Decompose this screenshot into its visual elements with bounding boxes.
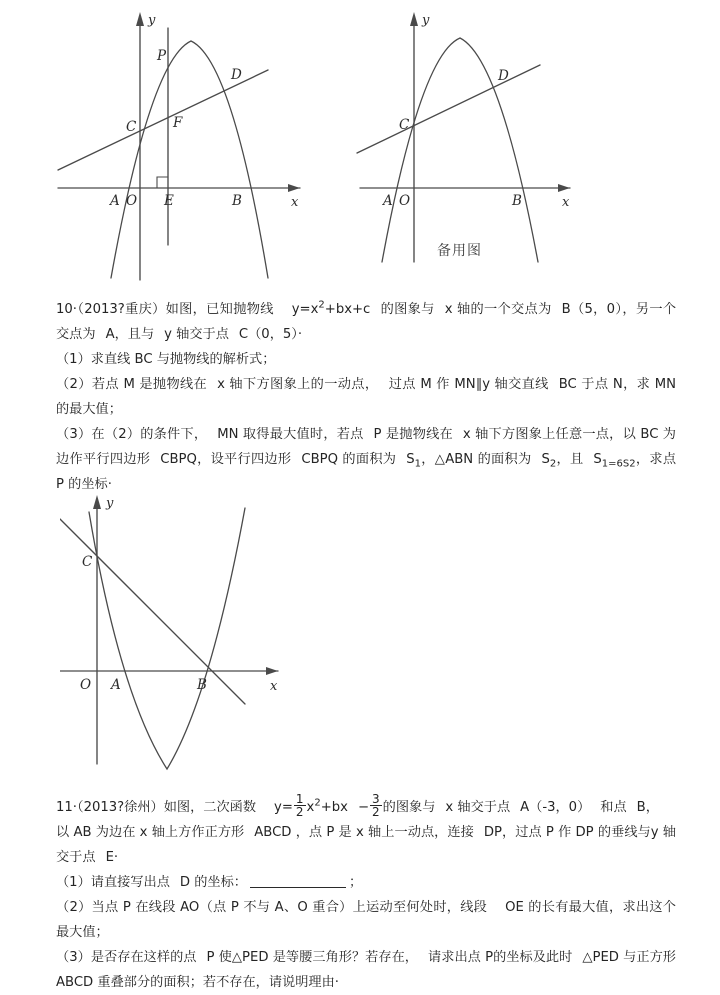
fraction-denominator: 2 <box>372 805 380 820</box>
fig1-label-F: F <box>173 115 183 131</box>
fig2-label-x: x <box>562 195 570 210</box>
problem-10-area-s2-subscript: 2 <box>549 458 557 470</box>
problem-11-statement <box>56 793 676 820</box>
fig1-parabola <box>111 41 268 278</box>
problem-11-formula-exponent: 2 <box>314 797 321 809</box>
fig3-y-axis <box>93 495 101 764</box>
problem-11-point-e: E· <box>105 849 119 865</box>
problem-10-q3-f: CBPQ 的面积为 <box>301 452 397 467</box>
fig2-label-A: A <box>383 193 393 209</box>
problem-11-formula-x: x <box>306 799 315 815</box>
problem-11-line2-d: y 轴交于点 <box>56 824 676 865</box>
problem-10-formula-y: y=x <box>291 302 319 317</box>
problem-11-formula-y: y= <box>274 799 293 815</box>
fig2-label-y: y <box>422 13 430 28</box>
fig2-y-axis <box>410 12 418 262</box>
fig1-label-y: y <box>148 13 156 28</box>
problem-10-lead-3: x 轴的一个交点为 <box>444 302 552 317</box>
problem-10-q2-d: BC 于点 N，求 MN 的最大值； <box>56 377 676 417</box>
fig1-label-A: A <box>110 193 120 209</box>
problem-11-q3 <box>56 945 676 995</box>
fraction-numerator: 3 <box>372 792 380 806</box>
problem-10-lead-6: y 轴交于点 <box>164 327 229 342</box>
fig3-label-y: y <box>106 496 114 511</box>
problem-10-area-s1-subscript: 1 <box>414 458 422 470</box>
problem-11-line2-a: 以 AB 为边在 x 轴上方作正方形 <box>56 824 245 840</box>
problem-10-q2 <box>56 372 676 422</box>
fig2-x-axis <box>360 184 570 192</box>
fig2-label-D: D <box>498 68 509 84</box>
fig1-label-C: C <box>126 119 137 135</box>
fig1-label-x: x <box>291 195 299 210</box>
problem-11-q1-b: D 的坐标： <box>179 874 247 890</box>
problem-10-q3-b: MN 取得最大值时，若点 <box>217 427 364 442</box>
problem-10-source: （2013?重庆） <box>76 302 166 317</box>
problem-10-q3-a: （3）在（2）的条件下， <box>56 427 208 442</box>
fig1-label-D: D <box>231 67 242 83</box>
problem-11-q1-c: ； <box>349 874 363 890</box>
problem-10-formula-exponent: 2 <box>318 299 325 311</box>
problem-11-formula-bx: +bx <box>320 799 348 815</box>
problem-11-source: （2013?徐州） <box>76 799 164 815</box>
problem-11-point-b: B， <box>636 799 659 815</box>
problem-10-area-s1: S <box>406 452 415 467</box>
problem-11-line2-b: ABCD ，点 P 是 x 轴上一动点，连接 <box>254 824 474 840</box>
problem-11-formula-minus: − <box>357 799 369 815</box>
problem-10-q3-g: ，△ABN 的面积为 <box>421 452 532 467</box>
problem-11-fraction-one-half <box>294 793 306 818</box>
problem-11-q2-b: OE 的长有最大值，求出这个最大值； <box>56 899 676 940</box>
problem-10-q3-h: ，且 <box>556 452 584 467</box>
problem-10-point-b: B（5，0） <box>561 302 623 317</box>
fig2-parabola <box>382 38 538 262</box>
problem-10-q3-d: x 轴下方图象上任意一点，以 BC 为边作平行四边形 <box>56 427 676 467</box>
problem-11-lead-4: 和点 <box>600 799 627 815</box>
fig2-line-bc <box>357 65 540 153</box>
problem-10-period: · <box>297 327 303 342</box>
fig3-label-x: x <box>270 679 278 694</box>
problem-10-condition-s1: S <box>593 452 602 467</box>
problem-10-q2-a: （2）若点 M 是抛物线在 <box>56 377 208 392</box>
problem-10-statement <box>56 297 676 347</box>
problem-10-condition-s1-subscript: 1=6S2 <box>601 458 636 470</box>
fraction-numerator: 1 <box>295 792 304 806</box>
fig3-label-C: C <box>82 554 93 570</box>
fraction-denominator: 2 <box>295 805 304 820</box>
problem-10-area-s2: S <box>541 452 550 467</box>
problem-10-q3-i: ，求点 P 的坐标· <box>56 452 677 492</box>
problem-10-q2-b: x 轴下方图象上的一动点， <box>217 377 379 392</box>
problem-11-lead-3: x 轴交于点 <box>445 799 511 815</box>
figure-2-caption: 备用图 <box>437 243 482 259</box>
problem-10-q1: （1）求直线 BC 与抛物线的解析式； <box>56 352 276 367</box>
problem-10-lead-2: 的图象与 <box>380 302 435 317</box>
answer-blank-point-d[interactable] <box>250 874 346 888</box>
fig3-label-O: O <box>80 677 92 693</box>
problem-10-lead-5: ，且与 <box>114 327 155 342</box>
problem-11-q1-a: （1）请直接写出点 <box>56 874 170 890</box>
fig2-label-O: O <box>399 193 411 209</box>
problem-11-lead-1: 如图，二次函数 <box>163 799 257 815</box>
problem-11-q3-a: （3）是否存在这样的点 <box>56 949 197 965</box>
fig2-label-B: B <box>512 193 522 209</box>
fig2-label-C: C <box>399 117 410 133</box>
problem-11-q2-a: （2）当点 P 在线段 AO（点 P 不与 A、O 重合）上运动至何处时，线段 <box>56 899 488 915</box>
problem-10-sep: · <box>72 302 77 317</box>
problem-11-q3-c: 请求出点 P的坐标及此时 <box>428 949 573 965</box>
fig1-label-O: O <box>126 193 138 209</box>
fig1-right-angle-mark <box>157 177 168 188</box>
problem-11-line2-c: DP，过点 P 作 DP 的垂线与 <box>483 824 651 840</box>
figure-row-top <box>0 0 720 288</box>
problem-11-lead-2: 的图象与 <box>382 799 436 815</box>
problem-10-q3-c: P 是抛物线在 <box>373 427 453 442</box>
fig1-label-P: P <box>157 48 167 64</box>
figure-3 <box>60 486 380 786</box>
problem-10-q3-e: CBPQ，设平行四边形 <box>160 452 292 467</box>
fig1-x-axis <box>58 184 300 192</box>
problem-11-text <box>56 793 676 995</box>
problem-11-sep: · <box>72 799 77 815</box>
problem-11-q1 <box>56 870 676 895</box>
fig1-label-E: E <box>164 193 174 209</box>
problem-10-point-a: A <box>105 327 115 342</box>
problem-11-q3-b: P 使△PED 是等腰三角形？若存在， <box>206 949 419 965</box>
fig1-label-B: B <box>232 193 242 209</box>
problem-10-number: 10 <box>56 302 73 317</box>
fig3-parabola <box>89 508 245 769</box>
problem-10-text <box>56 297 676 497</box>
problem-10-point-c: C（0，5） <box>238 327 298 342</box>
fig3-x-axis <box>60 667 278 675</box>
problem-11-statement-line2 <box>56 820 676 870</box>
problem-11-number: 11 <box>56 799 73 815</box>
problem-10-lead-4: ，另一个交点为 <box>56 302 677 342</box>
problem-10-formula-rest: +bx+c <box>324 302 371 317</box>
fig1-line-bc <box>58 70 268 170</box>
problem-10-lead-1: 如图，已知抛物线 <box>165 302 274 317</box>
problem-11-point-a: A（-3，0） <box>520 799 591 815</box>
problem-10-q2-c: 过点 M 作 MN∥y 轴交直线 <box>388 377 549 392</box>
problem-11-fraction-three-halves <box>370 793 382 818</box>
problem-11-q3-d: △PED 与正方形 ABCD 重叠部分的面积；若不存在，请说明理由· <box>56 949 676 990</box>
fig3-label-B: B <box>197 677 207 693</box>
problem-11-q2 <box>56 895 676 945</box>
fig3-label-A: A <box>111 677 121 693</box>
